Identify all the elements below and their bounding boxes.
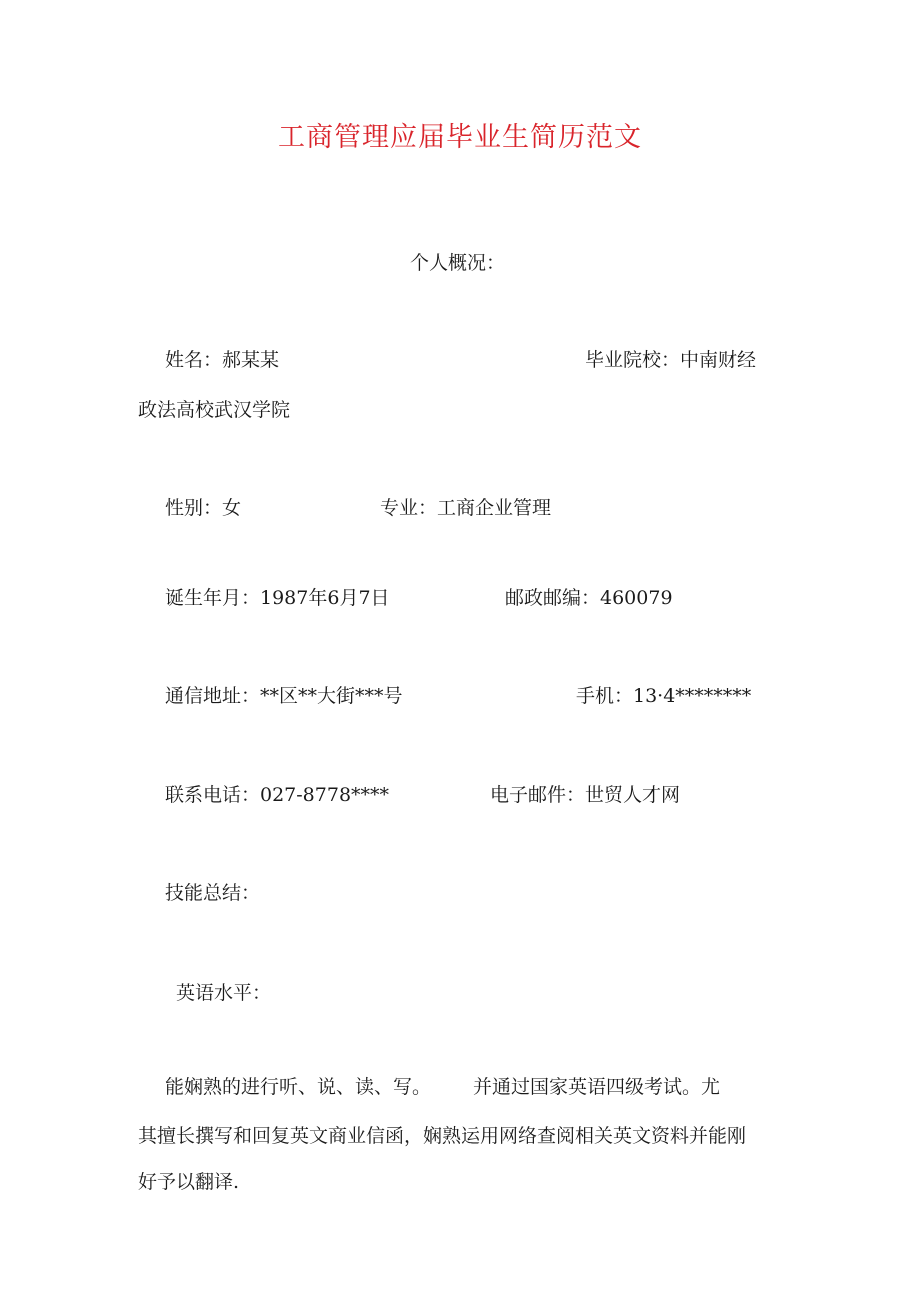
- school-field-continued: 政法高校武汉学院: [138, 399, 291, 421]
- gender-field: 性别：女: [165, 497, 242, 519]
- mobile-field: 手机：13·4********: [576, 685, 752, 707]
- english-paragraph-line-1b: 并通过国家英语四级考试。尤: [473, 1076, 721, 1098]
- english-paragraph-line-2: 其擅长撰写和回复英文商业信函，娴熟运用网络查阅相关英文资料并能刚: [138, 1125, 747, 1147]
- english-heading: 英语水平：: [176, 982, 272, 1004]
- birth-date-field: 诞生年月：1987年6月7日: [165, 587, 390, 609]
- school-field: 毕业院校：中南财经: [585, 349, 757, 371]
- english-paragraph-line-1a: 能娴熟的进行听、说、读、写。: [165, 1076, 432, 1098]
- skills-heading: 技能总结：: [165, 882, 261, 904]
- document-title: 工商管理应届毕业生简历范文: [278, 122, 642, 153]
- postcode-field: 邮政邮编：460079: [505, 587, 673, 609]
- english-paragraph-line-3: 好予以翻译.: [138, 1171, 240, 1193]
- major-field: 专业：工商企业管理: [380, 497, 552, 519]
- name-field: 姓名：郝某某: [165, 349, 280, 371]
- phone-field: 联系电话：027-8778****: [165, 784, 390, 806]
- section-overview-heading: 个人概况：: [410, 252, 506, 274]
- address-field: 通信地址：**区**大街***号: [165, 685, 403, 707]
- email-field: 电子邮件：世贸人才网: [490, 784, 681, 806]
